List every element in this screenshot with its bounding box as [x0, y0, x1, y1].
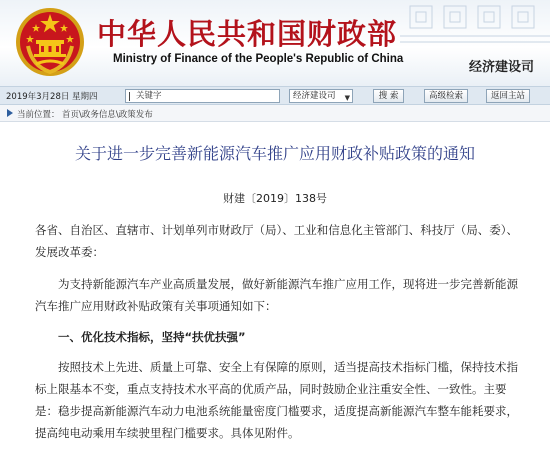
- breadcrumb-path[interactable]: 首页\政务信息\政策发布: [62, 110, 153, 120]
- site-header: [0, 0, 550, 86]
- site-title-en: Ministry of Finance of the People's Republic of China: [113, 53, 404, 65]
- current-date: 2019年3月28日 星期四: [6, 92, 98, 102]
- search-scope-value: 经济建设司: [293, 91, 336, 101]
- breadcrumb: [0, 105, 550, 122]
- search-toolbar: [0, 86, 550, 105]
- site-title-cn: 中华人民共和国财政部: [97, 17, 398, 51]
- home-site-button[interactable]: 返回主站: [486, 89, 530, 103]
- search-button[interactable]: 搜 索: [373, 89, 404, 103]
- intro-paragraph: 为支持新能源汽车产业高质量发展，做好新能源汽车推广应用工作，现将进一步完善新能源汽车推广应用财政补贴政策有关事项通知如下：: [35, 277, 518, 313]
- section-heading: 一、优化技术指标，坚持“扶优扶强”: [58, 330, 246, 344]
- search-input[interactable]: [125, 89, 280, 103]
- section-body-paragraph: 按照技术上先进、质量上可靠、安全上有保障的原则，适当提高技术指标门槛，保持技术指标上限基本不变，重点支持技术水平高的优质产品，同时鼓励企业注重安全性、一致性。主要是：稳步提高新能源汽车动力电池系统能量密度门槛要求，适度提高新能源汽车整车能耗要求，提高纯电动乘用车续驶里程门槛要求。具体见附件。: [35, 360, 518, 440]
- header-decoration: [400, 0, 550, 50]
- search-scope-select[interactable]: [289, 89, 353, 103]
- department-name: 经济建设司: [468, 60, 534, 75]
- article-title: 关于进一步完善新能源汽车推广应用财政补贴政策的通知: [74, 144, 475, 163]
- breadcrumb-label: 当前位置：: [17, 110, 60, 120]
- dropdown-arrow-icon: ▼: [344, 94, 350, 102]
- text-cursor: [129, 92, 130, 101]
- national-emblem-icon: [14, 6, 86, 78]
- chevron-right-icon: [6, 109, 14, 117]
- document-number: 财建〔2019〕138号: [223, 192, 327, 205]
- advanced-search-button[interactable]: 高级检索: [424, 89, 468, 103]
- recipients-paragraph: 各省、自治区、直辖市、计划单列市财政厅（局）、工业和信息化主管部门、科技厅（局、委）、发展改革委：: [35, 223, 518, 259]
- search-input-value: 关键字: [136, 91, 162, 101]
